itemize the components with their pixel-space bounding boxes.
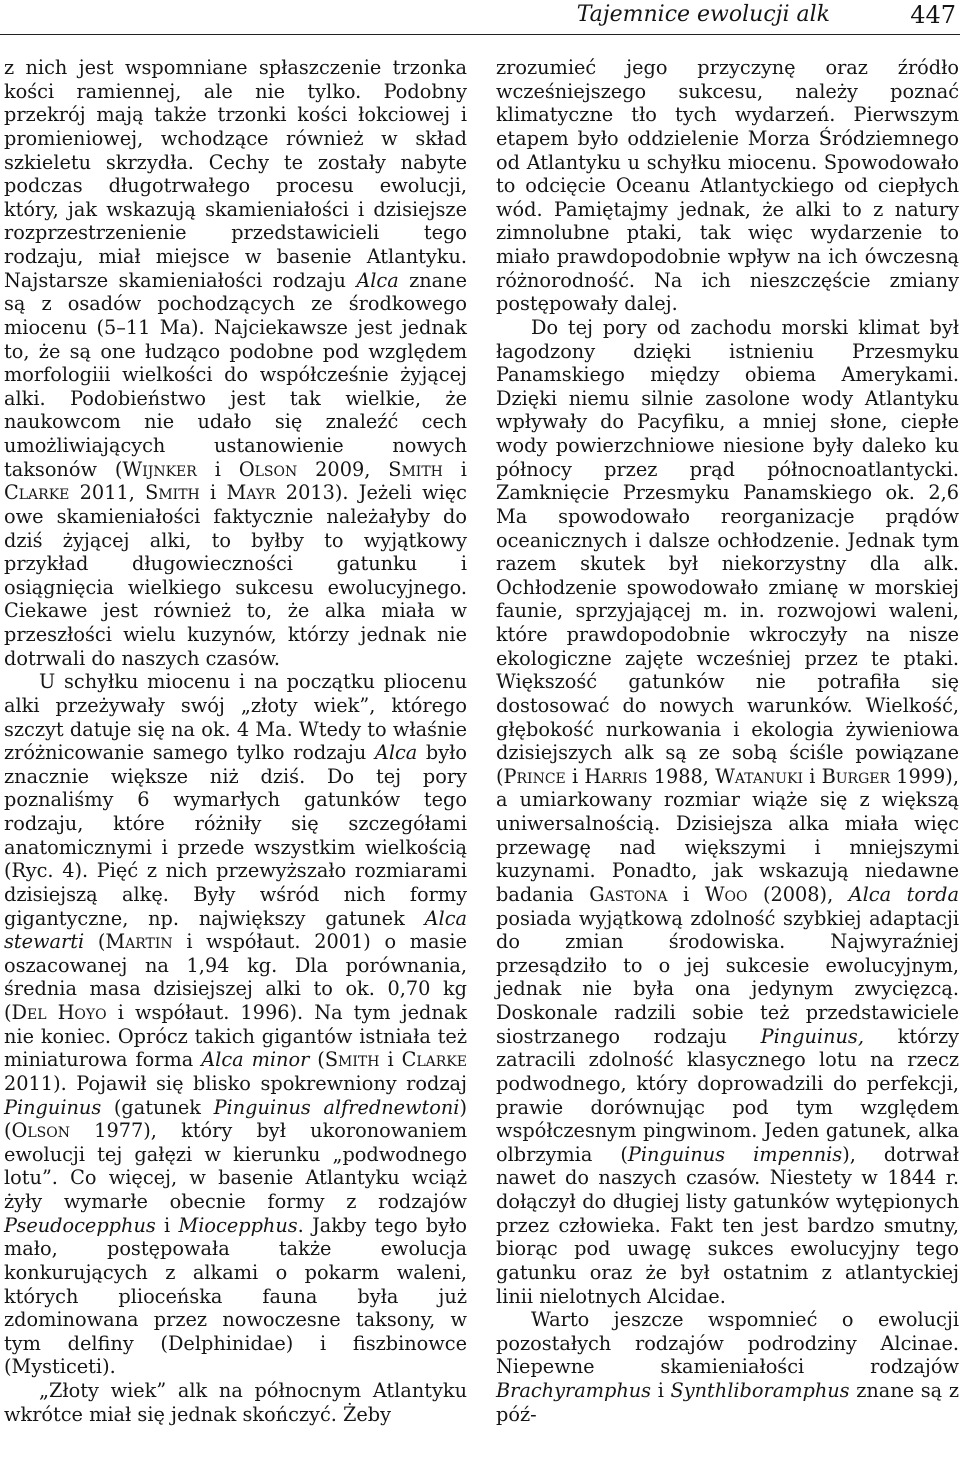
genus-name: Alca [356, 268, 399, 292]
text-run: i współaut. 2001) o masie oszacowanej na 1,94 kg. Dla porównania, średnia masa dzisiejszej alki to ok. 0,70 kg ( [4, 930, 468, 1024]
paragraph-left-1 [4, 56, 467, 670]
text-run: i [565, 764, 585, 788]
citation-author: Watanuki [715, 764, 803, 788]
text-run: którzy zatracili zdolność klasycznego lotu na rzecz podwodnego, który doprowadzili do perfekcji, prawie dorównując pod tym względem współczesnym pingwinom. Jeden gatunek, alka olbrzymia ( [496, 1024, 959, 1166]
right-column [496, 56, 959, 1426]
text-run: było znacznie większe niż dziś. Do tej pory poznaliśmy 6 wymarłych gatunków tego rodzaju, które różniły się szczegółami anatomicznymi i przede wszystkim wielkością (Ryc. 4). Pięć z nich przewyższało rozmiarami dzisiejszą alkę. Były wśród nich formy gigantyczne, np. największy gatunek [4, 741, 467, 930]
text-run: Warto jeszcze wspomnieć o ewolucji pozostałych rodzajów podrodziny Alcinae. Niepewne skamieniałości rodzajów [496, 1308, 959, 1379]
genus-name: Synthliboramphus [670, 1379, 850, 1402]
text-run: zrozumieć jego przyczynę oraz źródło wcześniejszego sukcesu, należy poznać klimatyczne tło tych wydarzeń. Pierwszym etapem było oddzielenie Morza Śródziemnego od Atlantyku u schyłku miocenu. Spowodowało to odcięcie Oceanu Atlantyckiego od ciepłych wód. Pamiętajmy jednak, że alki to z natury zimnolubne ptaki, tak więc wydarzenie to miało prawdopodobnie wpływ na ich ówczesną różnorodność. Na ich nieszczęście zmiany postępowały dalej. [496, 56, 959, 316]
genus-name: Pinguinus, [760, 1024, 864, 1048]
text-run: ( [84, 930, 106, 954]
text-run: znane są z osadów pochodzących ze środkowego miocenu (5–11 Ma). Najciekawsze jest jednak to, że są one łudząco podobne pod względem morfologiii wielkości do współcześnie żyjącej alki. Podobieństwo jest tak wielkie, że naukowcom nie udało się znaleźć cech umożliwiających ustanowienie nowych taksonów ( [4, 268, 467, 481]
text-run: i współaut. 1996). Na tym jednak nie koniec. Oprócz takich gigantów istniała też miniaturowa forma [4, 1001, 467, 1072]
text-run: „Złoty wiek” alk na północnym Atlantyku wkrótce miał się jednak skończyć. Żeby [4, 1379, 467, 1426]
text-run: ) ( [4, 1095, 468, 1143]
text-run: znane są z póź- [496, 1379, 959, 1426]
text-run: 1977), który był ukoronowaniem ewolucji tej gałęzi w kierunku „podwodnego lotu”. Co więcej, w basenie Atlantyku wciąż żyły wymarłe obecnie formy z rodzajów [4, 1119, 467, 1213]
paragraph-right-2 [496, 316, 959, 1308]
citation-author: Clarke [4, 481, 70, 505]
text-run: U schyłku miocenu i na początku pliocenu alki przeżywały swój „złoty wiek”, którego szczyt datuje się na ok. 4 Ma. Wtedy to właśnie zróżnicowanie samego tylko rodzaju [4, 670, 467, 765]
genus-name: Pinguinus [4, 1095, 102, 1119]
citation-author: Clarke [401, 1048, 467, 1072]
header-rule [0, 34, 960, 35]
text-run: i [442, 457, 467, 481]
running-header [0, 0, 960, 38]
citation-author: Olson [238, 457, 298, 481]
species-name: Pinguinus alfrednewtoni [213, 1095, 460, 1119]
citation-author: Woo [704, 882, 748, 906]
text-run: Do tej pory od zachodu morski klimat był łagodzony dzięki istnieniu Przesmyku Panamskiego między obiema Amerykami. Dzięki niemu silnie zasolone wody Atlantyku wpływały do Pacyfiku, a mniej słone, ciepłe wody powierzchniowe niesione były daleko ku północy przez prąd północnoatlantycki. Zamknięcie Przesmyku Panamskiego ok. 2,6 Ma spowodowało reorganizacje prądów oceanicznych i dalsze ochłodzenie. Jednak tym razem skutek był niekorzystny dla alk. Ochłodzenie spowodowało zmianę w morskiej faunie, sprzyjającej m. in. rozwojowi waleni, które prawdopodobnie wkroczyły na nisze ekologiczne zajęte wcześniej przez te ptaki. Większość gatunków nie potrafiła się dostosować do nowych warunków. Wielkość, głębokość nurkowania i ekologia żywieniowa dzisiejszych alk są ze sobą ściśle powiązane ( [496, 315, 959, 788]
text-run: i [196, 457, 239, 481]
genus-name: Alca [374, 741, 418, 765]
citation-author: Smith [145, 481, 200, 505]
text-run: i [379, 1048, 402, 1072]
citation-author: Wijnker [122, 457, 197, 481]
citation-author: Smith [388, 457, 443, 481]
left-column [4, 56, 467, 1426]
paragraph-left-2 [4, 670, 467, 1379]
paragraph-right-1 [496, 56, 959, 316]
text-run: 2011, [69, 481, 146, 505]
text-run: posiada wyjątkową zdolność szybkiej adaptacji do zmian środowiska. Najwyraźniej przesądziło to o jej sukcesie ewolucyjnym, jednak nie była ona jedynym zwycięzcą. Doskonale radzili sobie też przedstawiciele siostrzanego rodzaju [496, 906, 959, 1048]
text-run: z nich jest wspomniane spłaszczenie trzonka kości ramiennej, ale nie tylko. Podobny przekrój mają także trzonki kości łokciowej i promieniowej, wchodzące również w skład szkieletu skrzydła. Cechy te zostały nabyte podczas długotrwałego procesu ewolucji, który, jak wskazują skamieniałości i dzisiejsze rozprzestrzenienie przedstawicieli tego rodzaju, miał miejsce w basenie Atlantyku. Najstarsze skamieniałości rodzaju [4, 56, 467, 292]
citation-author: Burger [821, 764, 891, 788]
species-name: Pinguinus impennis [627, 1142, 843, 1166]
text-run: 2013). Jeżeli więc owe skamieniałości faktycznie należałyby do dziś żyjącej alki, to byłby to wyjątkowy przykład długowieczności gatunku i osiągnięcia wielkiego sukcesu ewolucyjnego. Ciekawe jest również to, że alka miała w przeszłości wielu kuzynów, którzy jednak nie dotrwali do naszych czasów. [4, 481, 467, 670]
text-run: i [155, 1213, 179, 1237]
text-run: 1999), a umiarkowany rozmiar wiąże się z większą uniwersalnością. Dzisiejsza alka miała więc przewagę nad większymi i mniejszymi kuzynami. Ponadto, jak wskazują niedawne badania [496, 764, 959, 906]
species-name: Alca torda [848, 882, 959, 906]
text-run: i [802, 764, 822, 788]
citation-author: Harris [584, 764, 648, 788]
citation-author: Olson [11, 1119, 70, 1143]
text-run: 1988, [647, 764, 716, 788]
citation-author: Del Hoyo [11, 1001, 107, 1024]
genus-name: Pseudocepphus [4, 1213, 156, 1237]
species-name: Alca minor [201, 1048, 310, 1072]
text-run: . Jakby tego było mało, postępowała także ewolucja konkurujących z alkami o pokarm waleni, których plioceńska fauna była już zdominowana przez nowoczesne taksony, w tym delfiny (Delphinidae) i fiszbinowce (Mysticeti). [4, 1213, 467, 1379]
citation-author: Gastona [589, 882, 668, 906]
text-run: 2011). Pojawił się blisko spokrewniony rodzaj [4, 1071, 467, 1095]
genus-name: Brachyramphus [496, 1379, 652, 1402]
citation-author: Smith [324, 1048, 380, 1072]
text-run: i [667, 882, 705, 906]
text-run: 2009, [297, 457, 389, 481]
text-run: (gatunek [101, 1095, 214, 1119]
text-run: (2008), [747, 882, 849, 906]
text-run: i [651, 1379, 671, 1402]
text-run: ), dotrwał nawet do naszych czasów. Niestety w 1844 r. dołączył do długiej listy gatunków wytępionych przez człowieka. Fakt ten jest bardzo smutny, biorąc pod uwagę sukces ewolucyjny tego gatunku oraz że był ostatnim z atlantyckiej linii nielotnych Alcidae. [496, 1142, 960, 1308]
text-run: ( [309, 1048, 325, 1072]
citation-author: Prince [503, 764, 566, 788]
citation-author: Martin [105, 930, 173, 954]
citation-author: Mayr [226, 481, 276, 505]
text-run: i [199, 481, 227, 505]
genus-name: Miocepphus [178, 1213, 298, 1237]
paragraph-left-3 [4, 1379, 467, 1426]
paragraph-right-3 [496, 1308, 959, 1426]
species-name: Alca stewarti [4, 906, 467, 954]
running-title: Tajemnice ewolucji alk [576, 2, 830, 27]
page-number: 447 [910, 1, 956, 29]
